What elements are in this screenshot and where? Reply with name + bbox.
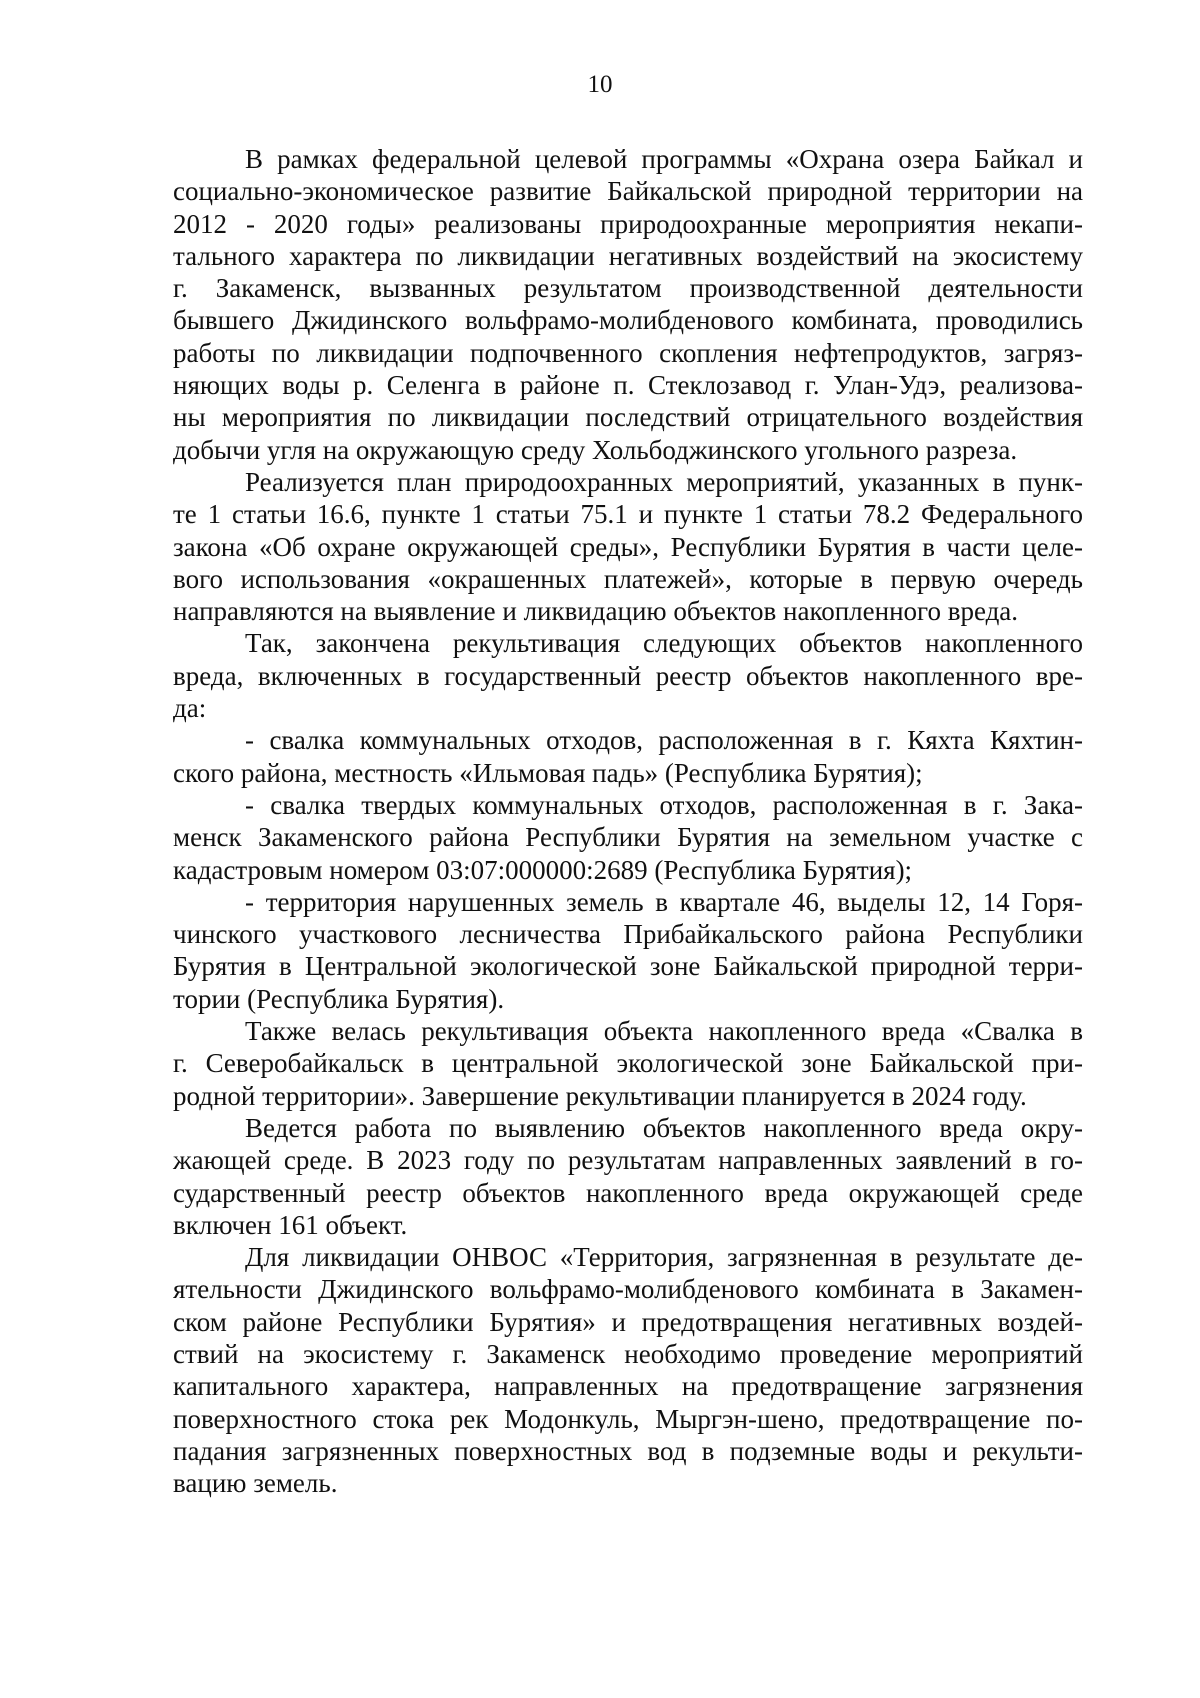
paragraph xyxy=(173,886,1083,1015)
text-line: тального характера по ликвидации негативных воздействий на экосистему xyxy=(173,240,1083,271)
text-line: вреда, включенных в государственный реестр объектов накопленного вре- xyxy=(173,660,1083,691)
paragraph xyxy=(173,1112,1083,1241)
text-line: - свалка твердых коммунальных отходов, расположенная в г. Зака- xyxy=(245,789,1083,820)
text-line: тории (Республика Бурятия). xyxy=(173,983,505,1014)
text-line: ятельности Джидинского вольфрамо-молибденового комбината в Закамен- xyxy=(173,1274,1083,1305)
text-line: социально-экономическое развитие Байкальской природной территории на xyxy=(173,176,1083,207)
text-line: - свалка коммунальных отходов, расположенная в г. Кяхта Кяхтин- xyxy=(245,725,1083,756)
text-line: менск Закаменского района Республики Бурятия на земельном участке с xyxy=(173,822,1083,853)
text-line: вацию земель. xyxy=(173,1468,338,1499)
document-body xyxy=(173,143,1083,1499)
text-line: Ведется работа по выявлению объектов накопленного вреда окру- xyxy=(245,1112,1083,1143)
text-line: ны мероприятия по ликвидации последствий отрицательного воздействия xyxy=(173,402,1083,433)
text-line: чинского участкового лесничества Прибайкальского района Республики xyxy=(173,919,1083,950)
text-line: включен 161 объект. xyxy=(173,1209,408,1240)
text-line: падания загрязненных поверхностных вод в подземные воды и рекульти- xyxy=(173,1435,1083,1466)
text-line: няющих воды р. Селенга в районе п. Стеклозавод г. Улан-Удэ, реализова- xyxy=(173,370,1083,401)
text-line: Реализуется план природоохранных мероприятий, указанных в пунк- xyxy=(245,466,1083,497)
text-line: закона «Об охране окружающей среды», Республики Бурятия в части целе- xyxy=(173,531,1083,562)
text-line: работы по ликвидации подпочвенного скопления нефтепродуктов, загряз- xyxy=(173,337,1083,368)
page-number: 10 xyxy=(587,71,613,98)
text-line: добычи угля на окружающую среду Хольбоджинского угольного разреза. xyxy=(173,434,1018,465)
paragraph xyxy=(173,789,1083,886)
text-line: г. Северобайкальск в центральной экологической зоне Байкальской при- xyxy=(173,1048,1083,1079)
text-line: вого использования «окрашенных платежей», которые в первую очередь xyxy=(173,563,1083,594)
text-line: ствий на экосистему г. Закаменск необходимо проведение мероприятий xyxy=(173,1338,1083,1369)
text-line: да: xyxy=(173,693,207,724)
text-line: поверхностного стока рек Модонкуль, Мыргэн-шено, предотвращение по- xyxy=(173,1403,1083,1434)
paragraph xyxy=(173,466,1083,627)
text-line: - территория нарушенных земель в квартале 46, выделы 12, 14 Горя- xyxy=(245,886,1083,917)
text-line: Бурятия в Центральной экологической зоне Байкальской природной терри- xyxy=(173,951,1083,982)
text-line: те 1 статьи 16.6, пункте 1 статьи 75.1 и пункте 1 статьи 78.2 Федерального xyxy=(173,499,1083,530)
text-line: 2012 - 2020 годы» реализованы природоохранные мероприятия некапи- xyxy=(173,208,1083,239)
text-line: сударственный реестр объектов накопленного вреда окружающей среде xyxy=(173,1177,1083,1208)
text-line: В рамках федеральной целевой программы «Охрана озера Байкал и xyxy=(245,144,1083,174)
text-line: бывшего Джидинского вольфрамо-молибденового комбината, проводились xyxy=(173,305,1083,336)
text-line: жающей среде. В 2023 году по результатам направленных заявлений в го- xyxy=(173,1145,1083,1176)
text-line: Так, закончена рекультивация следующих объектов накопленного xyxy=(245,628,1083,659)
text-line: Также велась рекультивация объекта накопленного вреда «Свалка в xyxy=(245,1016,1083,1047)
paragraph xyxy=(173,627,1083,724)
text-line: ском районе Республики Бурятия» и предотвращения негативных воздей- xyxy=(173,1306,1083,1337)
paragraph xyxy=(173,143,1083,466)
text-line: капитального характера, направленных на предотвращение загрязнения xyxy=(173,1371,1083,1402)
text-line: родной территории». Завершение рекультивации планируется в 2024 году. xyxy=(173,1080,1027,1111)
text-line: направляются на выявление и ликвидацию объектов накопленного вреда. xyxy=(173,596,1019,627)
paragraph xyxy=(173,724,1083,789)
paragraph xyxy=(173,1015,1083,1112)
text-line: ского района, местность «Ильмовая падь» (Республика Бурятия); xyxy=(173,757,923,788)
text-line: Для ликвидации ОНВОС «Территория, загрязненная в результате де- xyxy=(245,1242,1083,1273)
text-line: г. Закаменск, вызванных результатом производственной деятельности xyxy=(173,273,1083,304)
paragraph xyxy=(173,1241,1083,1499)
text-line: кадастровым номером 03:07:000000:2689 (Республика Бурятия); xyxy=(173,854,913,885)
